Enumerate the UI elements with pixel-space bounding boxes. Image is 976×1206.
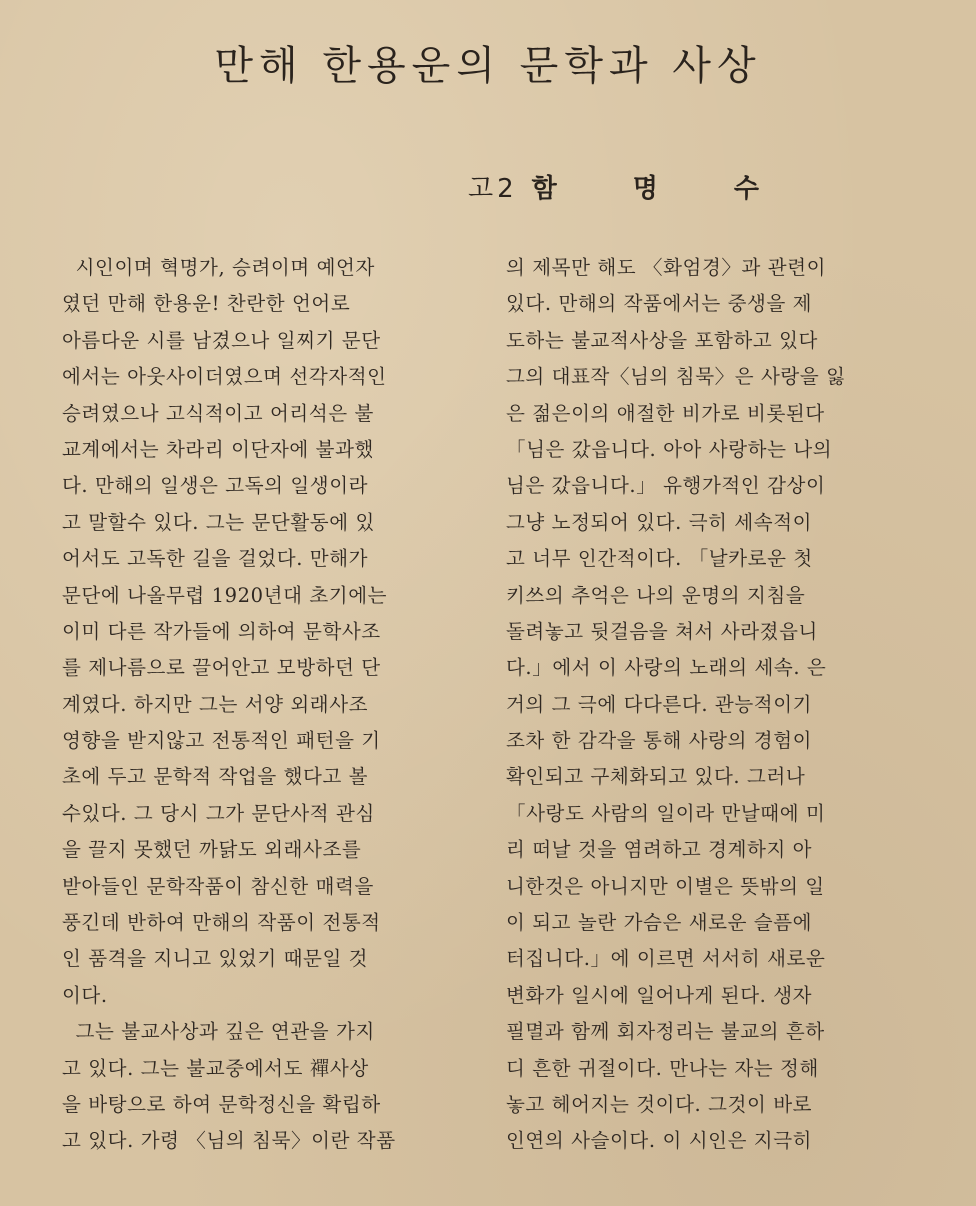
text-line: 고 있다. 가령 〈님의 침묵〉이란 작품 (62, 1129, 396, 1153)
text-line: 고 말할수 있다. 그는 문단활동에 있 (62, 510, 375, 534)
text-line: 승려였으나 고식적이고 어리석은 불 (62, 401, 374, 425)
text-line: 문단에 나올무렵 1920년대 초기에는 (62, 583, 388, 607)
text-line: 을 바탕으로 하여 문학정신을 확립하 (62, 1092, 381, 1116)
text-line: 수있다. 그 당시 그가 문단사적 관심 (62, 801, 375, 825)
text-line: 니한것은 아니지만 이별은 뜻밖의 일 (506, 874, 825, 898)
text-line: 리 떠날 것을 염려하고 경계하지 아 (506, 838, 813, 862)
text-line: 도하는 불교적사상을 포함하고 있다 (506, 328, 818, 352)
text-line: 거의 그 극에 다다른다. 관능적이기 (506, 692, 813, 716)
text-line: 디 흔한 귀절이다. 만나는 자는 정해 (506, 1056, 819, 1080)
text-line: 있다. 만해의 작품에서는 중생을 제 (506, 292, 813, 316)
text-line: 다.」에서 이 사랑의 노래의 세속. 은 (506, 656, 827, 680)
text-line: 그의 대표작〈님의 침묵〉은 사랑을 잃 (506, 365, 846, 389)
text-line: 변화가 일시에 일어나게 된다. 생자 (506, 983, 813, 1007)
text-line: 받아들인 문학작품이 참신한 매력을 (62, 874, 374, 898)
right-text-column (506, 250, 910, 1160)
text-line: 에서는 아웃사이더였으며 선각자적인 (62, 365, 387, 389)
text-line: 터집니다.」에 이르면 서서히 새로운 (506, 947, 826, 971)
left-text-column (62, 250, 466, 1160)
text-line: 그냥 노정되어 있다. 극히 세속적이 (506, 510, 813, 534)
text-line: 고 있다. 그는 불교중에서도 禪사상 (62, 1056, 369, 1080)
text-line: 키쓰의 추억은 나의 운명의 지침을 (506, 583, 806, 607)
text-line: 이 되고 놀란 가슴은 새로운 슬픔에 (506, 911, 813, 935)
author-name: 함명수 (531, 174, 836, 204)
text-line: 놓고 헤어지는 것이다. 그것이 바로 (506, 1092, 813, 1116)
text-line: 의 제목만 해도 〈화엄경〉과 관련이 (506, 256, 827, 279)
text-line: 이미 다른 작가들에 의하여 문학사조 (62, 619, 381, 643)
text-line: 을 끌지 못했던 까닭도 외래사조를 (62, 838, 362, 862)
text-line: 영향을 받지않고 전통적인 패턴을 기 (62, 729, 381, 753)
text-line: 다. 만해의 일생은 고독의 일생이라 (62, 474, 369, 498)
text-line: 인 품격을 지니고 있었기 때문일 것 (62, 947, 369, 971)
text-line: 교계에서는 차라리 이단자에 불과했 (62, 437, 374, 461)
text-line: 였던 만해 한용운! 찬란한 언어로 (62, 292, 351, 316)
text-line: 조차 한 감각을 통해 사랑의 경험이 (506, 729, 813, 753)
text-line: 를 제나름으로 끌어안고 모방하던 단 (62, 656, 381, 680)
text-line: 계였다. 하지만 그는 서양 외래사조 (62, 692, 369, 716)
text-line: 그는 불교사상과 깊은 연관을 가지 (62, 1020, 375, 1044)
text-line: 고 너무 인간적이다. 「날카로운 첫 (506, 547, 813, 571)
text-line: 필멸과 함께 회자정리는 불교의 흔하 (506, 1020, 825, 1044)
text-line: 아름다운 시를 남겼으나 일찌기 문단 (62, 328, 381, 352)
text-line: 시인이며 혁명가, 승려이며 예언자 (62, 256, 375, 279)
author-grade: 고2 (468, 174, 518, 204)
text-line: 이다. (62, 983, 108, 1007)
author-byline (468, 168, 835, 205)
text-line: 확인되고 구체화되고 있다. 그러나 (506, 765, 806, 789)
text-line: 풍긴데 반하여 만해의 작품이 전통적 (62, 911, 381, 935)
text-line: 님은 갔읍니다.」 유행가적인 감상이 (506, 474, 826, 498)
text-line: 은 젊은이의 애절한 비가로 비롯된다 (506, 401, 825, 425)
text-line: 초에 두고 문학적 작업을 했다고 볼 (62, 765, 369, 789)
article-title: 만해 한용운의 문학과 사상 (214, 43, 762, 89)
text-line: 「사랑도 사람의 일이라 만날때에 미 (506, 801, 826, 825)
text-line: 어서도 고독한 길을 걸었다. 만해가 (62, 547, 369, 571)
text-line: 인연의 사슬이다. 이 시인은 지극히 (506, 1129, 813, 1153)
text-line: 「님은 갔읍니다. 아아 사랑하는 나의 (506, 437, 833, 461)
text-line: 돌려놓고 뒷걸음을 쳐서 사라졌읍니 (506, 619, 818, 643)
